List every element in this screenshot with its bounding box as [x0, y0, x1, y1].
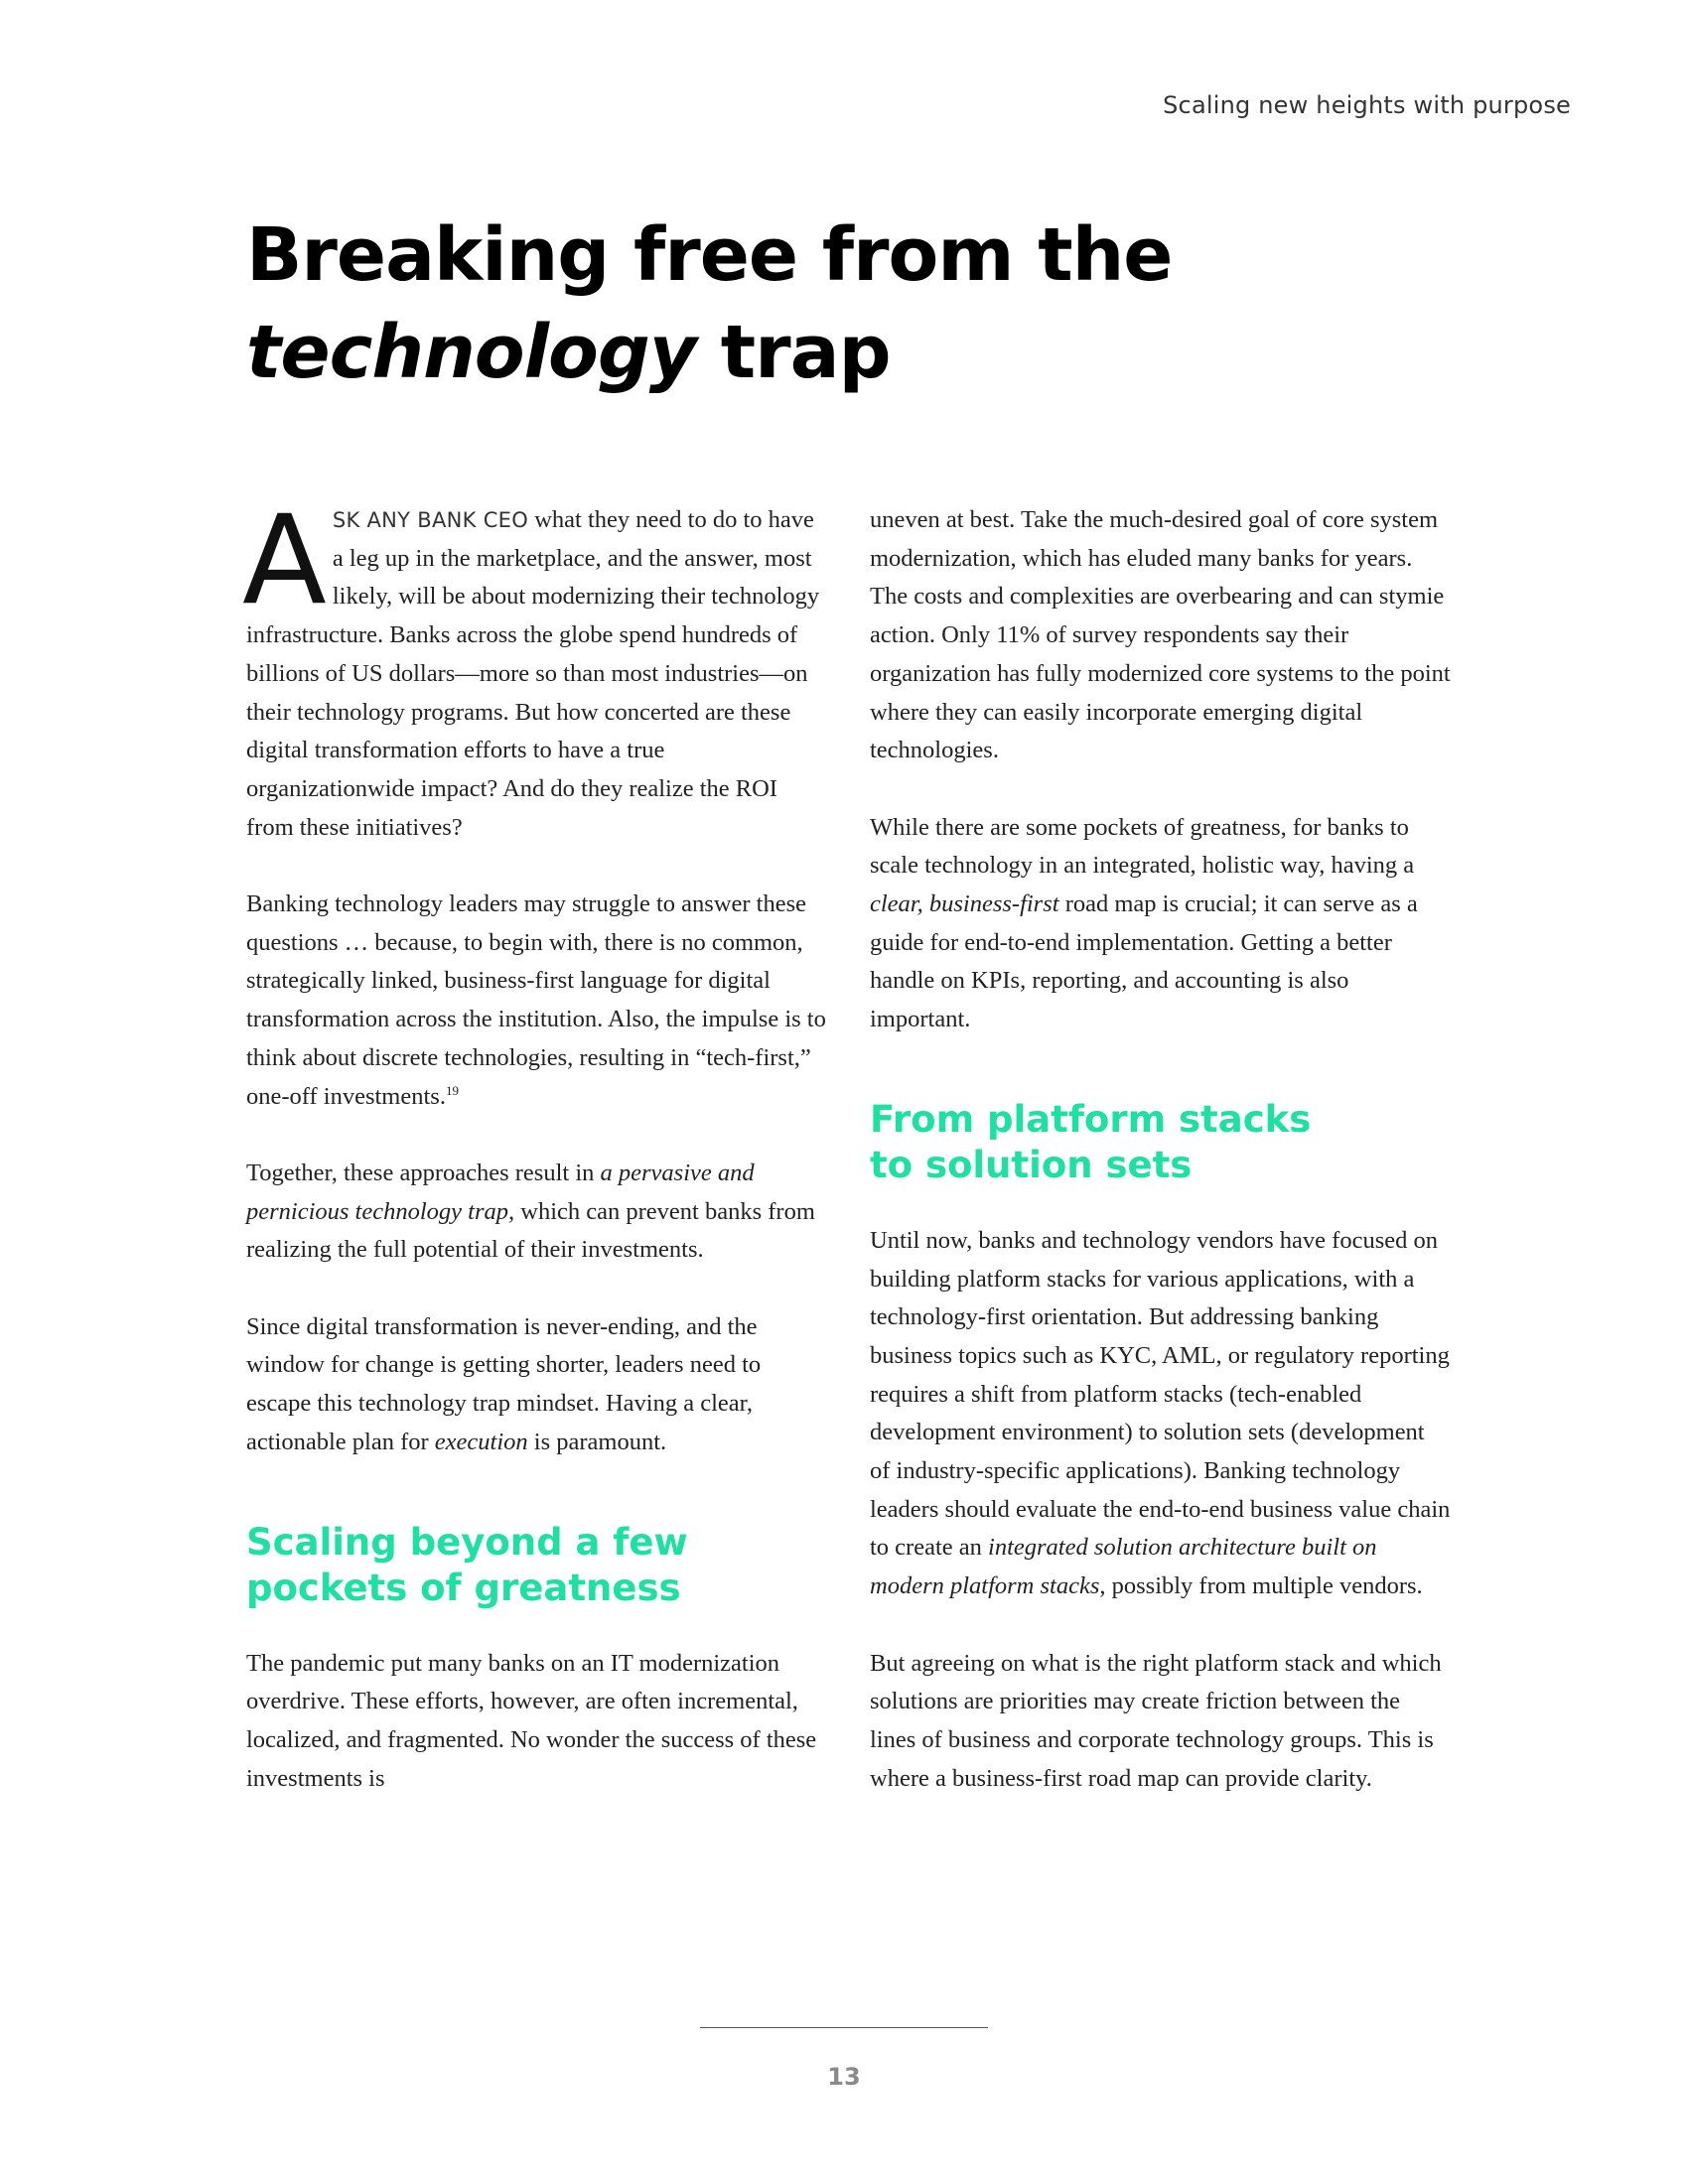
body-paragraph — [246, 1645, 827, 1799]
body-paragraph — [246, 886, 827, 1116]
paragraph-text: which can prevent banks from realizing the full potential of their investments. — [246, 1197, 815, 1264]
body-paragraph — [870, 1222, 1451, 1606]
title-line-1: Breaking free from the — [246, 212, 1173, 298]
paragraph-text: uneven at best. Take the much-desired goal of core system modernization, which has eluded many banks for years. The costs and complexities are overbearing and can stymie action. Only 11% of survey respondents say their organization has fully modernized core systems to the point where they can easily incorporate emerging digital technologies. — [870, 506, 1451, 764]
footer-divider — [700, 2027, 988, 2028]
paragraph-text: is paramount. — [527, 1428, 667, 1455]
paragraph-text: But agreeing on what is the right platform stack and which solutions are priorities may create friction between the lines of business and corporate technology groups. This is where a business-first road map can provide clarity. — [870, 1649, 1442, 1792]
lead-paragraph — [242, 489, 827, 847]
running-header: Scaling new heights with purpose — [1163, 91, 1571, 119]
right-column — [870, 501, 1451, 1837]
paragraph-text: While there are some pockets of greatness, for banks to scale technology in an integrated, holistic way, having a — [870, 813, 1415, 880]
page-number: 13 — [827, 2063, 861, 2091]
emphasis-text: execution — [434, 1428, 528, 1455]
heading-line-1: From platform stacks — [870, 1097, 1312, 1141]
heading-line-1: Scaling beyond a few — [246, 1520, 688, 1564]
body-paragraph — [870, 501, 1451, 770]
paragraph-text: Since digital transformation is never-ending, and the window for change is getting shorter, leaders need to escape this technology trap mindset. Having a clear, actionable plan for — [246, 1312, 762, 1455]
paragraph-text: Banking technology leaders may struggle to answer these questions … because, to begin with, there is no common, strategically linked, business-first language for digital transformation across the institution. Also, the impulse is to think about discrete technologies, resulting in “tech-first,” one-off investments. — [246, 890, 826, 1110]
heading-line-2: pockets of greatness — [246, 1566, 681, 1609]
paragraph-text: Until now, banks and technology vendors have focused on building platform stacks for various applications, with a technology-first orientation. But addressing banking business topics such as KYC, AML, or regulatory reporting requires a shift from platform stacks (tech-enabled development environment) to solution sets (development of industry-specific applications). Banking technology leaders should evaluate the end-to-end business value chain to create an — [870, 1226, 1451, 1562]
body-paragraph — [246, 1308, 827, 1462]
section-heading-platform — [870, 1097, 1451, 1188]
body-paragraph — [870, 1645, 1451, 1799]
drop-cap: A — [242, 489, 327, 632]
emphasis-text: integrated solution architecture built on modern platform stacks — [870, 1534, 1377, 1600]
paragraph-text: , possibly from multiple vendors. — [1099, 1572, 1423, 1600]
paragraph-text: Together, these approaches result in — [246, 1159, 601, 1186]
paragraph-text: The pandemic put many banks on an IT modernization overdrive. These efforts, however, are often incremental, localized, and fragmented. No wonder the success of these investments is — [246, 1649, 817, 1792]
emphasis-text: clear, business-first — [870, 890, 1059, 918]
section-heading-scaling — [246, 1520, 827, 1611]
body-paragraph — [246, 1155, 827, 1270]
lead-small-caps: SK ANY BANK CEO — [332, 508, 529, 532]
body-paragraph — [870, 809, 1451, 1039]
title-line-2-rest: trap — [696, 310, 891, 395]
emphasis-text: a pervasive and pernicious technology trap, — [246, 1159, 755, 1225]
title-italic-word: technology — [246, 310, 697, 395]
heading-line-2: to solution sets — [870, 1143, 1193, 1186]
left-column — [242, 489, 827, 1837]
paragraph-text: road map is crucial; it can serve as a guide for end-to-end implementation. Getting a better handle on KPIs, reporting, and accounting is also important. — [870, 890, 1418, 1033]
lead-text: what they need to do to have a leg up in the marketplace, and the answer, most likely, will be about modernizing their technology infrastructure. Banks across the globe spend hundreds of billions of US dollars—more so than most industries—on their technology programs. But how concerted are these digital transformation efforts to have a true organizationwide impact? And do they realize the ROI from these initiatives? — [246, 506, 820, 841]
title-line-2 — [246, 304, 1172, 401]
footnote-marker: 19 — [445, 1082, 459, 1098]
page-title — [246, 206, 1172, 401]
